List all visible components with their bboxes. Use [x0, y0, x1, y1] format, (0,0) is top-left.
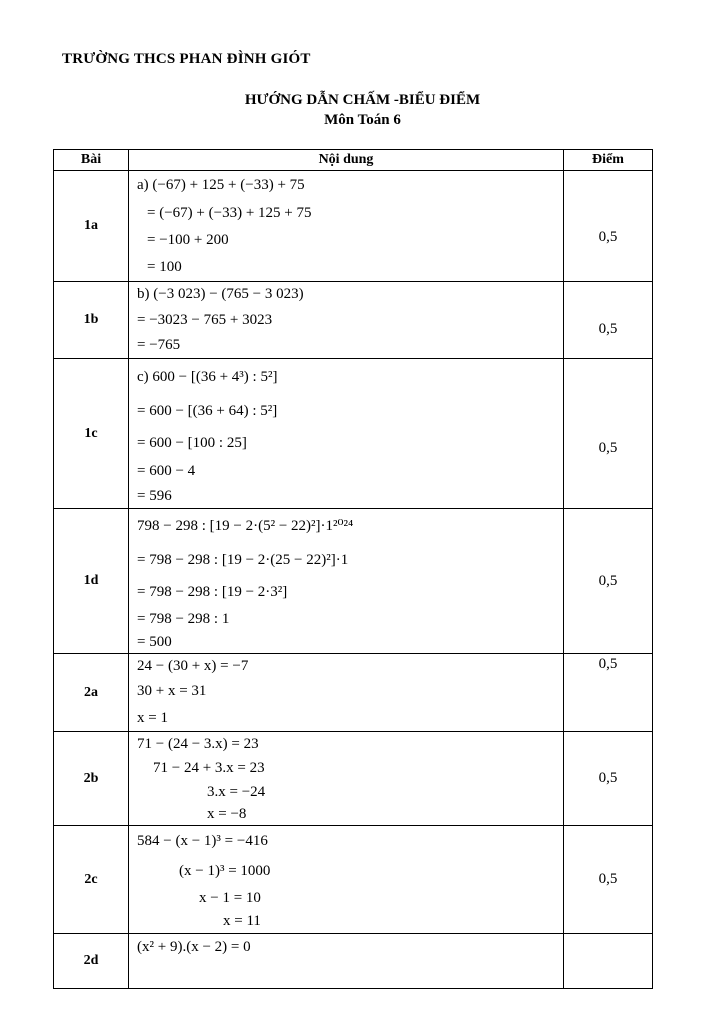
math-line: a) (−67) + 125 + (−33) + 75 — [137, 177, 305, 193]
row-label: 2d — [54, 934, 129, 989]
table-row — [54, 732, 653, 826]
row-score — [564, 934, 653, 989]
row-label: 1a — [54, 171, 129, 282]
math-line: = (−67) + (−33) + 125 + 75 — [147, 205, 312, 221]
math-line: = −100 + 200 — [147, 232, 229, 248]
row-content — [129, 359, 564, 509]
table-row — [54, 654, 653, 732]
row-label: 1b — [54, 282, 129, 359]
math-line: = −765 — [137, 337, 181, 353]
table-row — [54, 934, 653, 989]
row-score: 0,5 — [564, 732, 653, 826]
math-line: (x − 1)³ = 1000 — [179, 863, 271, 879]
math-line: = 798 − 298 : [19 − 2·(25 − 22)²]·1 — [137, 552, 349, 568]
row-score: 0,5 — [564, 359, 653, 509]
math-line: 24 − (30 + x) = −7 — [137, 658, 249, 674]
math-line: = 798 − 298 : [19 − 2·3²] — [137, 584, 288, 600]
math-line: 584 − (x − 1)³ = −416 — [137, 833, 268, 849]
row-score: 0,5 — [564, 171, 653, 282]
row-label: 1c — [54, 359, 129, 509]
math-line: = −3023 − 765 + 3023 — [137, 312, 273, 328]
row-score: 0,5 — [564, 509, 653, 654]
math-line: b) (−3 023) − (765 − 3 023) — [137, 286, 304, 302]
math-line: = 600 − 4 — [137, 462, 196, 479]
row-content — [129, 654, 564, 732]
row-label: 2b — [54, 732, 129, 826]
math-line: = 596 — [137, 487, 172, 504]
math-line: 71 − 24 + 3.x = 23 — [153, 760, 265, 776]
math-line: = 500 — [137, 634, 172, 650]
school-name: TRƯỜNG THCS PHAN ĐÌNH GIÓT — [62, 51, 311, 67]
row-content — [129, 171, 564, 282]
table-header-row — [54, 150, 653, 171]
math-line: = 600 − [100 : 25] — [137, 434, 247, 451]
row-content — [129, 732, 564, 826]
row-label: 2c — [54, 826, 129, 934]
row-score: 0,5 — [564, 826, 653, 934]
row-content — [129, 509, 564, 654]
header-bai: Bài — [54, 150, 129, 171]
row-label: 1d — [54, 509, 129, 654]
math-line: 71 − (24 − 3.x) = 23 — [137, 736, 259, 752]
math-line: x = 11 — [223, 913, 261, 929]
math-line: 798 − 298 : [19 − 2·(5² − 22)²]·1²⁰²⁴ — [137, 518, 354, 534]
row-content — [129, 934, 564, 989]
document-subtitle: Môn Toán 6 — [324, 112, 401, 128]
document-title: HƯỚNG DẪN CHẤM -BIỂU ĐIỂM — [244, 92, 481, 108]
row-content — [129, 282, 564, 359]
math-line: = 798 − 298 : 1 — [137, 611, 230, 627]
math-line: x = 1 — [137, 710, 168, 726]
header-diem: Điểm — [564, 150, 653, 171]
header-content: Nội dung — [129, 150, 564, 171]
math-line: x = −8 — [207, 806, 247, 822]
row-content — [129, 826, 564, 934]
row-label: 2a — [54, 654, 129, 732]
math-line: = 100 — [147, 259, 182, 275]
table-row — [54, 171, 653, 282]
math-line: = 600 − [(36 + 64) : 5²] — [137, 402, 278, 419]
row-score: 0,5 — [564, 654, 653, 732]
table-row — [54, 359, 653, 509]
table-row — [54, 282, 653, 359]
table-row — [54, 509, 653, 654]
math-line: c) 600 − [(36 + 4³) : 5²] — [137, 368, 278, 385]
math-line: 3.x = −24 — [207, 784, 266, 800]
math-line: 30 + x = 31 — [137, 683, 207, 699]
math-line: (x² + 9).(x − 2) = 0 — [137, 939, 251, 955]
row-score: 0,5 — [564, 282, 653, 359]
grading-table — [53, 149, 653, 989]
table-row — [54, 826, 653, 934]
math-line: x − 1 = 10 — [199, 890, 261, 906]
